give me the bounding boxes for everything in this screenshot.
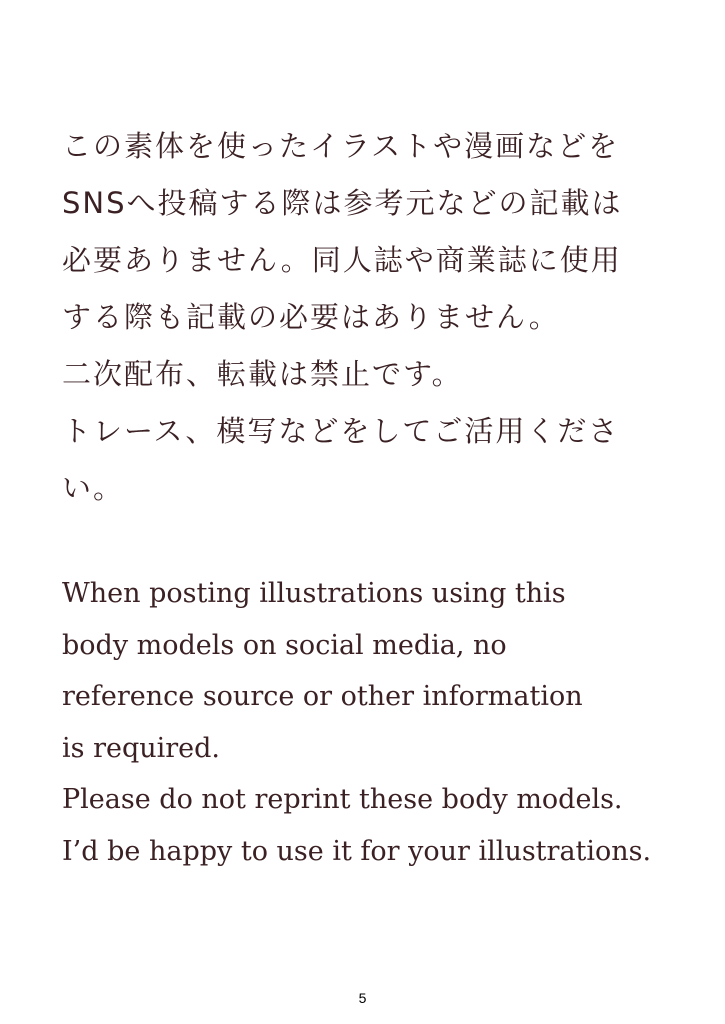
japanese-notice-line: この素体を使ったイラストや漫画などを <box>62 129 620 163</box>
japanese-notice-line: 必要ありません。同人誌や商業誌に使用 <box>62 243 622 277</box>
english-notice-line: is required. <box>62 732 221 764</box>
english-usage-notice <box>62 568 702 877</box>
japanese-notice-line: 二次配布、転載は禁止です。 <box>62 357 463 391</box>
english-notice-line: When posting illustrations using this <box>62 578 566 609</box>
japanese-notice-line: い。 <box>62 471 125 505</box>
japanese-usage-notice <box>62 118 662 517</box>
japanese-notice-line: SNSへ投稿する際は参考元などの記載は <box>62 186 623 220</box>
english-notice-line: body models on social media, no <box>62 629 507 661</box>
page-number: 5 <box>358 990 367 1006</box>
japanese-notice-line: トレース、模写などをしてご活用くださ <box>62 414 620 448</box>
english-notice-line: Please do not reprint these body models. <box>62 784 623 815</box>
english-notice-line: I’d be happy to use it for your illustrations. <box>62 835 652 867</box>
japanese-notice-line: する際も記載の必要はありません。 <box>62 300 560 334</box>
english-notice-line: reference source or other information <box>62 681 583 712</box>
